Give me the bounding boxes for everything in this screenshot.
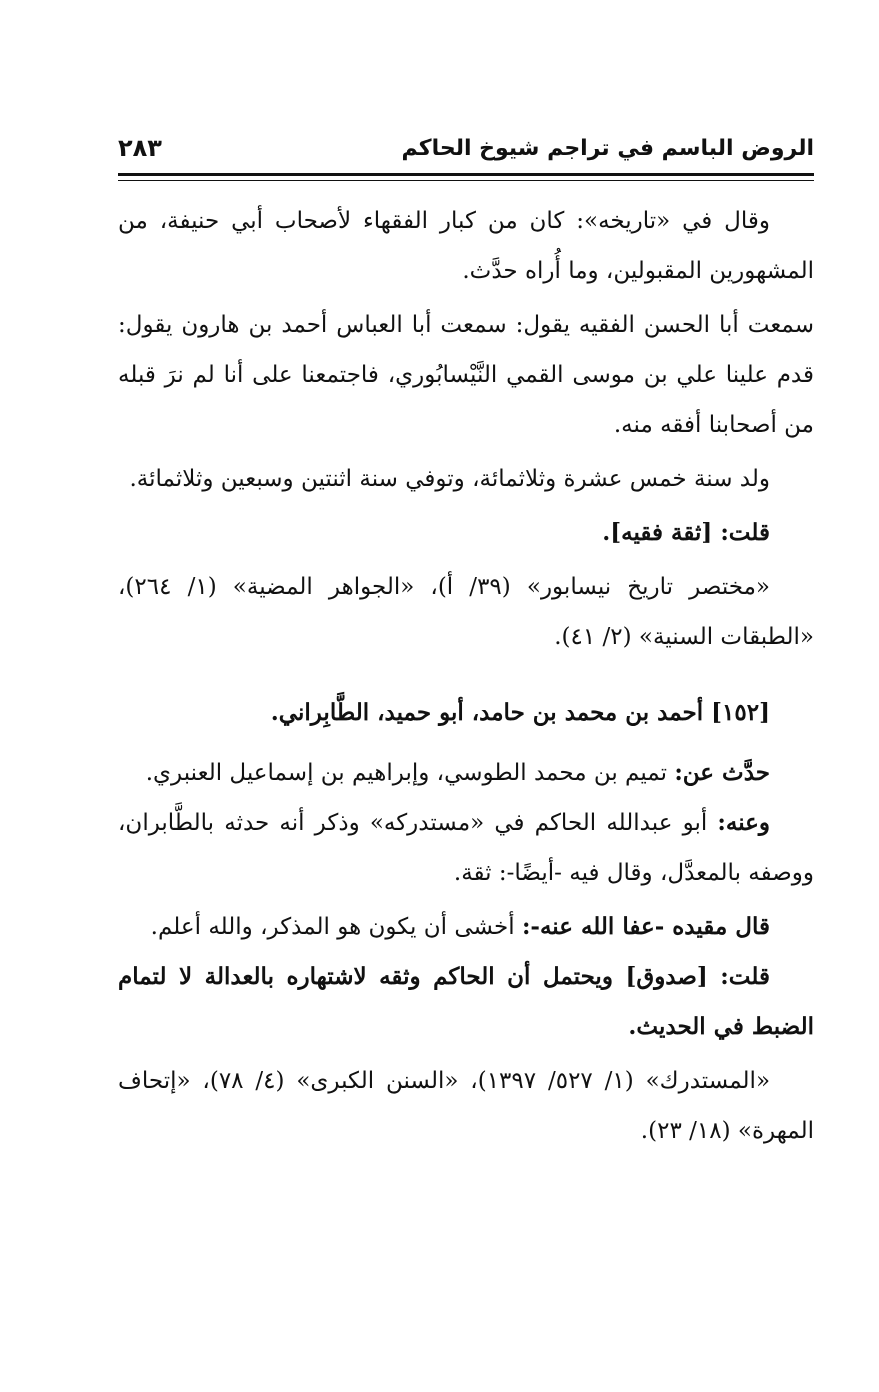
narrated-from-label: حدَّث عن: [674, 759, 770, 786]
header-rule-thick [118, 173, 814, 176]
header-rule-thin [118, 180, 814, 181]
running-title: الروض الباسم في تراجم شيوخ الحاكم [401, 135, 814, 161]
paragraph-tarikh-quote: وقال في «تاريخه»: كان من كبار الفقهاء لأصحاب أبي حنيفة، من المشهورين المقبولين، وما أُراه حدَّث. [118, 208, 814, 284]
verdict-label: قلت: [720, 519, 770, 546]
page-number: ٢٨٣ [118, 134, 162, 162]
paragraph-narrated-from [118, 748, 814, 798]
entry-title: [١٥٢] أحمد بن محمد بن حامد، أبو حميد، الطَّابِراني. [270, 699, 770, 726]
editor-note-label: قال مقيده -عفا الله عنه-: [521, 913, 770, 940]
verdict-text: [ثقة فقيه]. [602, 519, 721, 546]
paragraph-narration: سمعت أبا الحسن الفقيه يقول: سمعت أبا العباس أحمد بن هارون يقول: قدم علينا علي بن موسى القمي النَّيْسابُوري، فاجتمعنا على أنا لم نرَ قبله من أصحابنا أفقه منه. [118, 312, 814, 438]
paragraph-students [118, 798, 814, 898]
paragraph-sources: «مختصر تاريخ نيسابور» (٣٩/ أ)، «الجواهر المضية» (١/ ٢٦٤)، «الطبقات السنية» (٢/ ٤١). [118, 574, 814, 650]
paragraph-birth-death: ولد سنة خمس عشرة وثلاثمائة، وتوفي سنة اثنتين وسبعين وثلاثمائة. [129, 466, 770, 492]
narrated-from-text: تميم بن محمد الطوسي، وإبراهيم بن إسماعيل العنبري. [145, 760, 675, 786]
paragraph-final-verdict: قلت: [صدوق] ويحتمل أن الحاكم وثقه لاشتهاره بالعدالة لا لتمام الضبط في الحديث. [118, 963, 814, 1040]
students-text: أبو عبدالله الحاكم في «مستدركه» وذكر أنه حدثه بالطَّابران، ووصفه بالمعدَّل، وقال فيه -أيضًا-: ثقة. [118, 810, 814, 886]
editor-note-text: أخشى أن يكون هو المذكر، والله أعلم. [150, 914, 522, 940]
paragraph-verdict [118, 508, 814, 558]
page-body [118, 196, 814, 1156]
page-header [118, 128, 814, 168]
paragraph-editor-note [118, 902, 814, 952]
students-label: وعنه: [717, 809, 770, 836]
paragraph-final-sources: «المستدرك» (١/ ٥٢٧/ ١٣٩٧)، «السنن الكبرى» (٤/ ٧٨)، «إتحاف المهرة» (١٨/ ٢٣). [118, 1068, 814, 1144]
